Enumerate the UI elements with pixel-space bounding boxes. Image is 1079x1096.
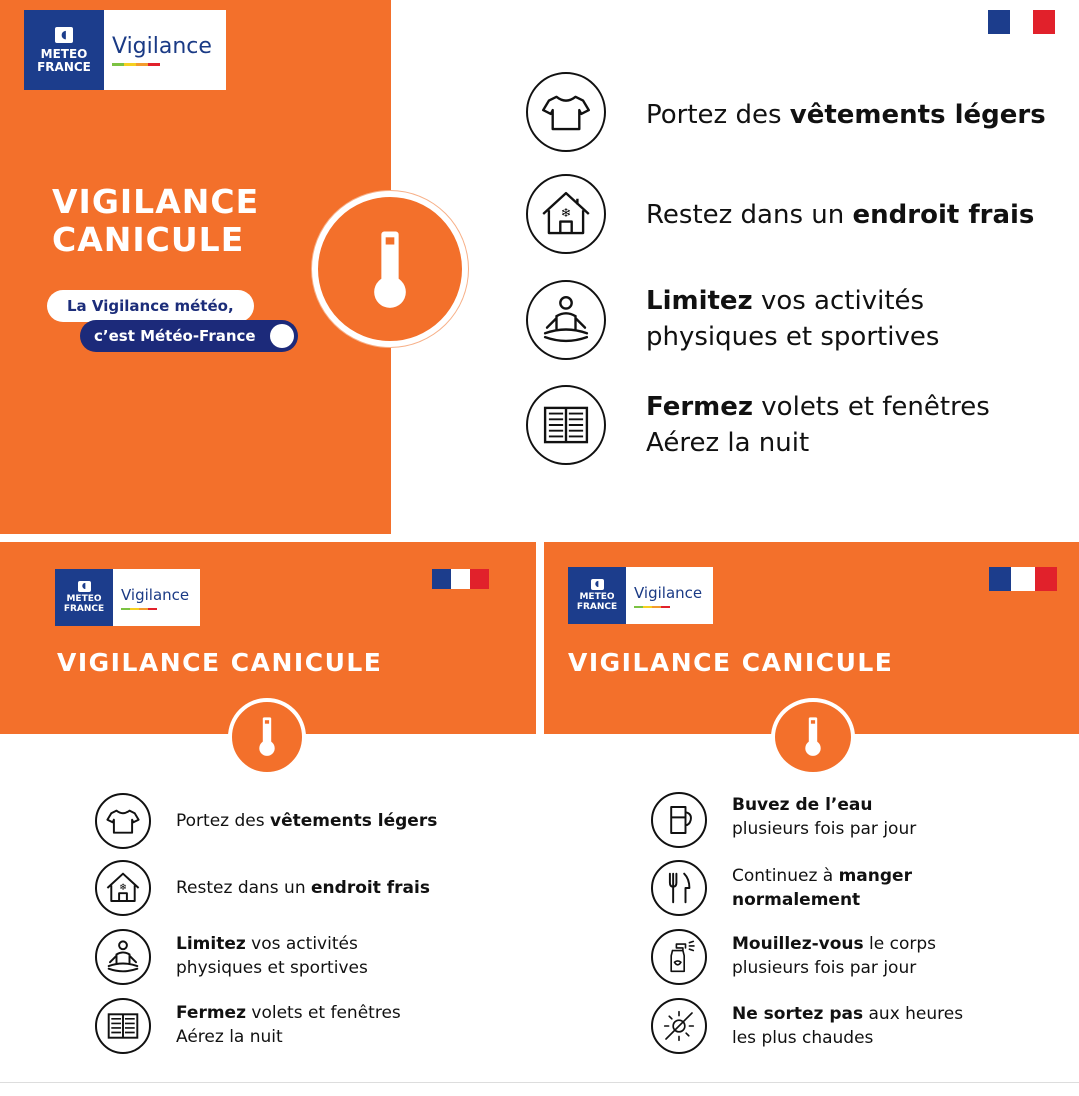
vigilance-color-bar — [121, 608, 189, 610]
tagline-pill-1: La Vigilance météo, — [47, 290, 254, 322]
org-line2: FRANCE — [37, 59, 91, 74]
meteo-france-vigilance-logo — [568, 567, 713, 624]
shutters-icon — [95, 998, 151, 1054]
meteo-france-mark-icon: ◖ — [591, 579, 604, 590]
advice-close-shutters: Fermez volets et fenêtres Aérez la nuit — [176, 1003, 401, 1047]
advice-cool-place: Restez dans un endroit frais — [176, 878, 430, 898]
meteo-france-logo: ◖ METEO FRANCE — [55, 569, 113, 626]
vigilance-color-bar — [112, 63, 212, 66]
french-republic-flag-icon — [988, 10, 1055, 34]
tshirt-icon — [526, 72, 606, 152]
french-republic-flag-icon — [989, 567, 1057, 591]
tagline-pill-2 — [80, 320, 298, 352]
advice-clothing: Portez des vêtements légers — [646, 100, 1046, 130]
meditation-icon — [95, 929, 151, 985]
vigilance-color-bar — [634, 606, 702, 608]
svg-text:❄: ❄ — [560, 205, 572, 220]
tshirt-icon — [95, 793, 151, 849]
advice-avoid-hot-hours: Ne sortez pas aux heures les plus chaudes — [732, 1004, 964, 1048]
advice-drink-water: Buvez de l’eau plusieurs fois par jour — [732, 795, 917, 839]
vigilance-label: Vigilance — [634, 583, 703, 602]
advice-clothing: Portez des vêtements légers — [176, 811, 438, 831]
house-snowflake-icon — [526, 174, 606, 254]
toggle-knob-icon — [270, 324, 294, 348]
page-title — [52, 183, 332, 259]
meteo-france-logo — [24, 10, 104, 90]
advice-limit-activities: Limitez vos activités physiques et sportives — [176, 934, 368, 978]
meteo-france-logo: ◖ METEO FRANCE — [568, 567, 626, 624]
title-line1: VIGILANCE — [52, 182, 260, 221]
advice-eat-normally: Continuez à manger normalement — [732, 866, 912, 910]
thermometer-icon — [312, 191, 468, 347]
tagline-pill-2-text: c’est Météo-France — [94, 327, 256, 345]
divider — [0, 1082, 1079, 1083]
water-pitcher-icon — [651, 792, 707, 848]
svg-text:❄: ❄ — [119, 882, 127, 893]
spray-bottle-icon — [651, 929, 707, 985]
no-sun-icon — [651, 998, 707, 1054]
advice-limit-activities: Limitez vos activités physiques et sportives — [646, 286, 940, 352]
meteo-france-vigilance-logo — [55, 569, 200, 626]
meteo-france-mark-icon: ◖ — [78, 581, 91, 592]
right-panel-title: VIGILANCE CANICULE — [568, 648, 894, 677]
left-panel-title: VIGILANCE CANICULE — [57, 648, 383, 677]
vigilance-label: Vigilance — [121, 585, 190, 604]
shutters-icon — [526, 385, 606, 465]
org-line1: METEO — [40, 46, 88, 61]
thermometer-icon — [228, 698, 306, 776]
meteo-france-mark-icon: ◖ — [55, 27, 73, 43]
title-line2: CANICULE — [52, 220, 245, 259]
meteo-france-vigilance-logo — [24, 10, 226, 90]
advice-cool-place: Restez dans un endroit frais — [646, 200, 1035, 230]
advice-close-shutters: Fermez volets et fenêtres Aérez la nuit — [646, 392, 990, 458]
french-republic-flag-icon — [432, 569, 489, 589]
vigilance-label: Vigilance — [112, 34, 212, 59]
thermometer-icon — [771, 698, 855, 776]
fork-knife-icon — [651, 860, 707, 916]
meditation-icon — [526, 280, 606, 360]
advice-wet-body: Mouillez-vous le corps plusieurs fois par jour — [732, 934, 937, 978]
house-snowflake-icon — [95, 860, 151, 916]
